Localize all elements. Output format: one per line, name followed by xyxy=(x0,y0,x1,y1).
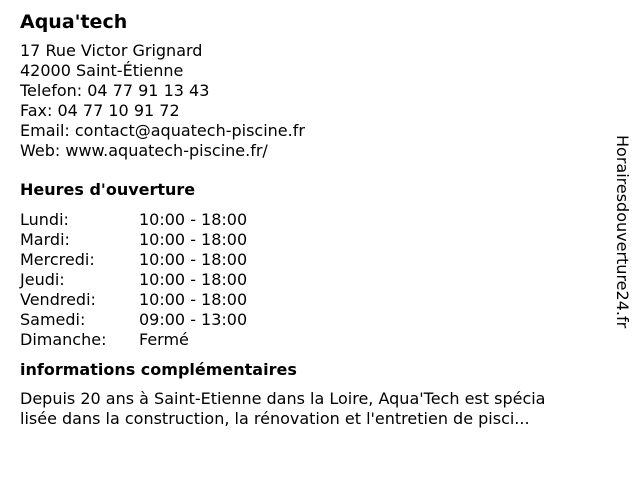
email-line: Email: contact@aquatech-piscine.fr xyxy=(20,121,305,140)
address-line-1: 17 Rue Victor Grignard xyxy=(20,41,203,60)
hours-day: Vendredi: xyxy=(20,290,96,309)
info-heading: informations complémentaires xyxy=(20,360,297,379)
hours-time: 10:00 - 18:00 xyxy=(139,230,248,249)
hours-day: Dimanche: xyxy=(20,330,107,349)
hours-row-tuesday xyxy=(20,230,600,250)
hours-time: Fermé xyxy=(139,330,189,349)
hours-table xyxy=(20,210,600,350)
hours-row-sunday xyxy=(20,330,600,350)
hours-time: 10:00 - 18:00 xyxy=(139,290,248,309)
hours-row-friday xyxy=(20,290,600,310)
web-line: Web: www.aquatech-piscine.fr/ xyxy=(20,141,268,160)
hours-row-monday xyxy=(20,210,600,230)
site-watermark: Horairesdouverture24.fr xyxy=(613,135,632,329)
hours-day: Jeudi: xyxy=(20,270,65,289)
address-line-2: 42000 Saint-Étienne xyxy=(20,61,184,80)
description-line-2: lisée dans la construction, la rénovation et l'entretien de pisci... xyxy=(20,409,530,428)
phone-line: Telefon: 04 77 91 13 43 xyxy=(20,81,210,100)
hours-day: Mardi: xyxy=(20,230,70,249)
hours-row-wednesday xyxy=(20,250,600,270)
hours-day: Samedi: xyxy=(20,310,86,329)
description-line-1: Depuis 20 ans à Saint-Etienne dans la Loire, Aqua'Tech est spécia xyxy=(20,389,546,408)
hours-time: 10:00 - 18:00 xyxy=(139,270,248,289)
hours-time: 09:00 - 13:00 xyxy=(139,310,248,329)
hours-time: 10:00 - 18:00 xyxy=(139,210,248,229)
description xyxy=(20,389,600,429)
business-card xyxy=(20,10,600,429)
hours-row-thursday xyxy=(20,270,600,290)
fax-line: Fax: 04 77 10 91 72 xyxy=(20,101,180,120)
hours-day: Lundi: xyxy=(20,210,69,229)
business-name: Aqua'tech xyxy=(20,11,128,33)
hours-heading: Heures d'ouverture xyxy=(20,180,196,199)
hours-time: 10:00 - 18:00 xyxy=(139,250,248,269)
hours-row-saturday xyxy=(20,310,600,330)
hours-day: Mercredi: xyxy=(20,250,95,269)
